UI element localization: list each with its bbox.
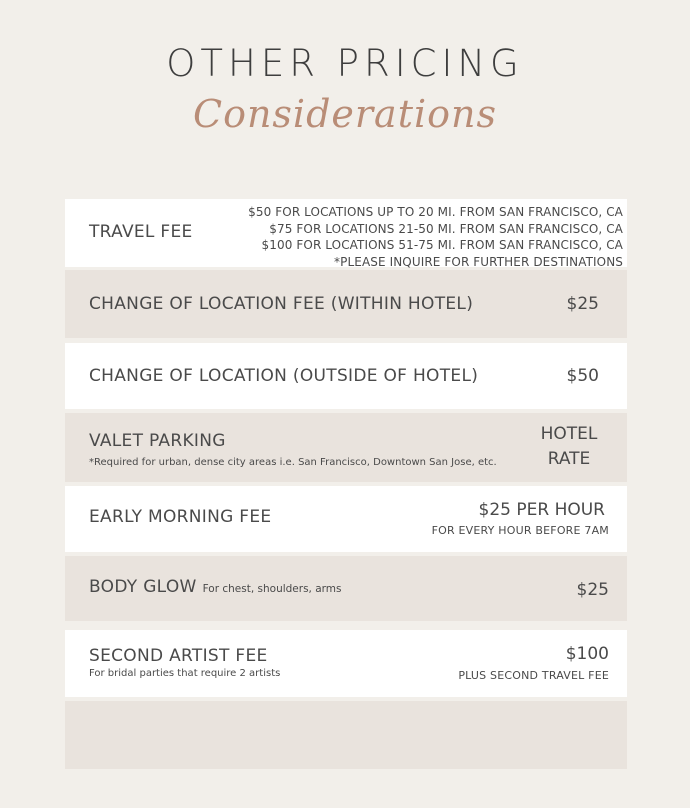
row-label: CHANGE OF LOCATION FEE (WITHIN HOTEL): [89, 294, 474, 314]
row-price: $50: [566, 366, 599, 386]
row-label: [89, 577, 342, 597]
row-label: TRAVEL FEE: [89, 222, 193, 242]
travel-fee-details: [248, 204, 623, 270]
row-valet-parking: [65, 413, 627, 482]
row-early-morning-fee: [65, 486, 627, 552]
script-subtitle: Considerations: [193, 92, 497, 136]
row-price: $25: [576, 580, 609, 600]
row-second-artist-fee: [65, 630, 627, 697]
row-price: [539, 422, 599, 472]
travel-line: $50 FOR LOCATIONS UP TO 20 MI. FROM SAN FRANCISCO, CA: [248, 205, 623, 219]
price-line: RATE: [547, 449, 591, 469]
row-note: *Required for urban, dense city areas i.e. San Francisco, Downtown San Jose, etc.: [89, 457, 497, 468]
travel-line: $100 FOR LOCATIONS 51-75 MI. FROM SAN FRANCISCO, CA: [261, 238, 623, 252]
row-label: EARLY MORNING FEE: [89, 507, 272, 527]
row-label: SECOND ARTIST FEE: [89, 646, 268, 666]
travel-line: $75 FOR LOCATIONS 21-50 MI. FROM SAN FRANCISCO, CA: [269, 221, 623, 236]
row-price-note: FOR EVERY HOUR BEFORE 7AM: [431, 524, 609, 537]
row-change-within-hotel: [65, 270, 627, 338]
row-price: $25: [566, 294, 599, 314]
row-label-text: BODY GLOW: [89, 577, 197, 597]
price-line: HOTEL: [540, 424, 598, 444]
row-note: For chest, shoulders, arms: [202, 583, 342, 595]
row-price-note: PLUS SECOND TRAVEL FEE: [458, 669, 609, 682]
row-change-outside-hotel: [65, 343, 627, 409]
travel-line: *PLEASE INQUIRE FOR FURTHER DESTINATIONS: [334, 254, 623, 269]
row-label: CHANGE OF LOCATION (OUTSIDE OF HOTEL): [89, 366, 479, 386]
row-price: $100: [565, 644, 609, 664]
row-price: $25 PER HOUR: [478, 500, 605, 520]
row-note: For bridal parties that require 2 artists: [89, 668, 281, 679]
row-travel-fee: [65, 199, 627, 267]
page-heading: OTHER PRICING: [166, 42, 524, 85]
row-body-glow: [65, 556, 627, 621]
row-empty: [65, 701, 627, 769]
row-label: VALET PARKING: [89, 431, 226, 451]
